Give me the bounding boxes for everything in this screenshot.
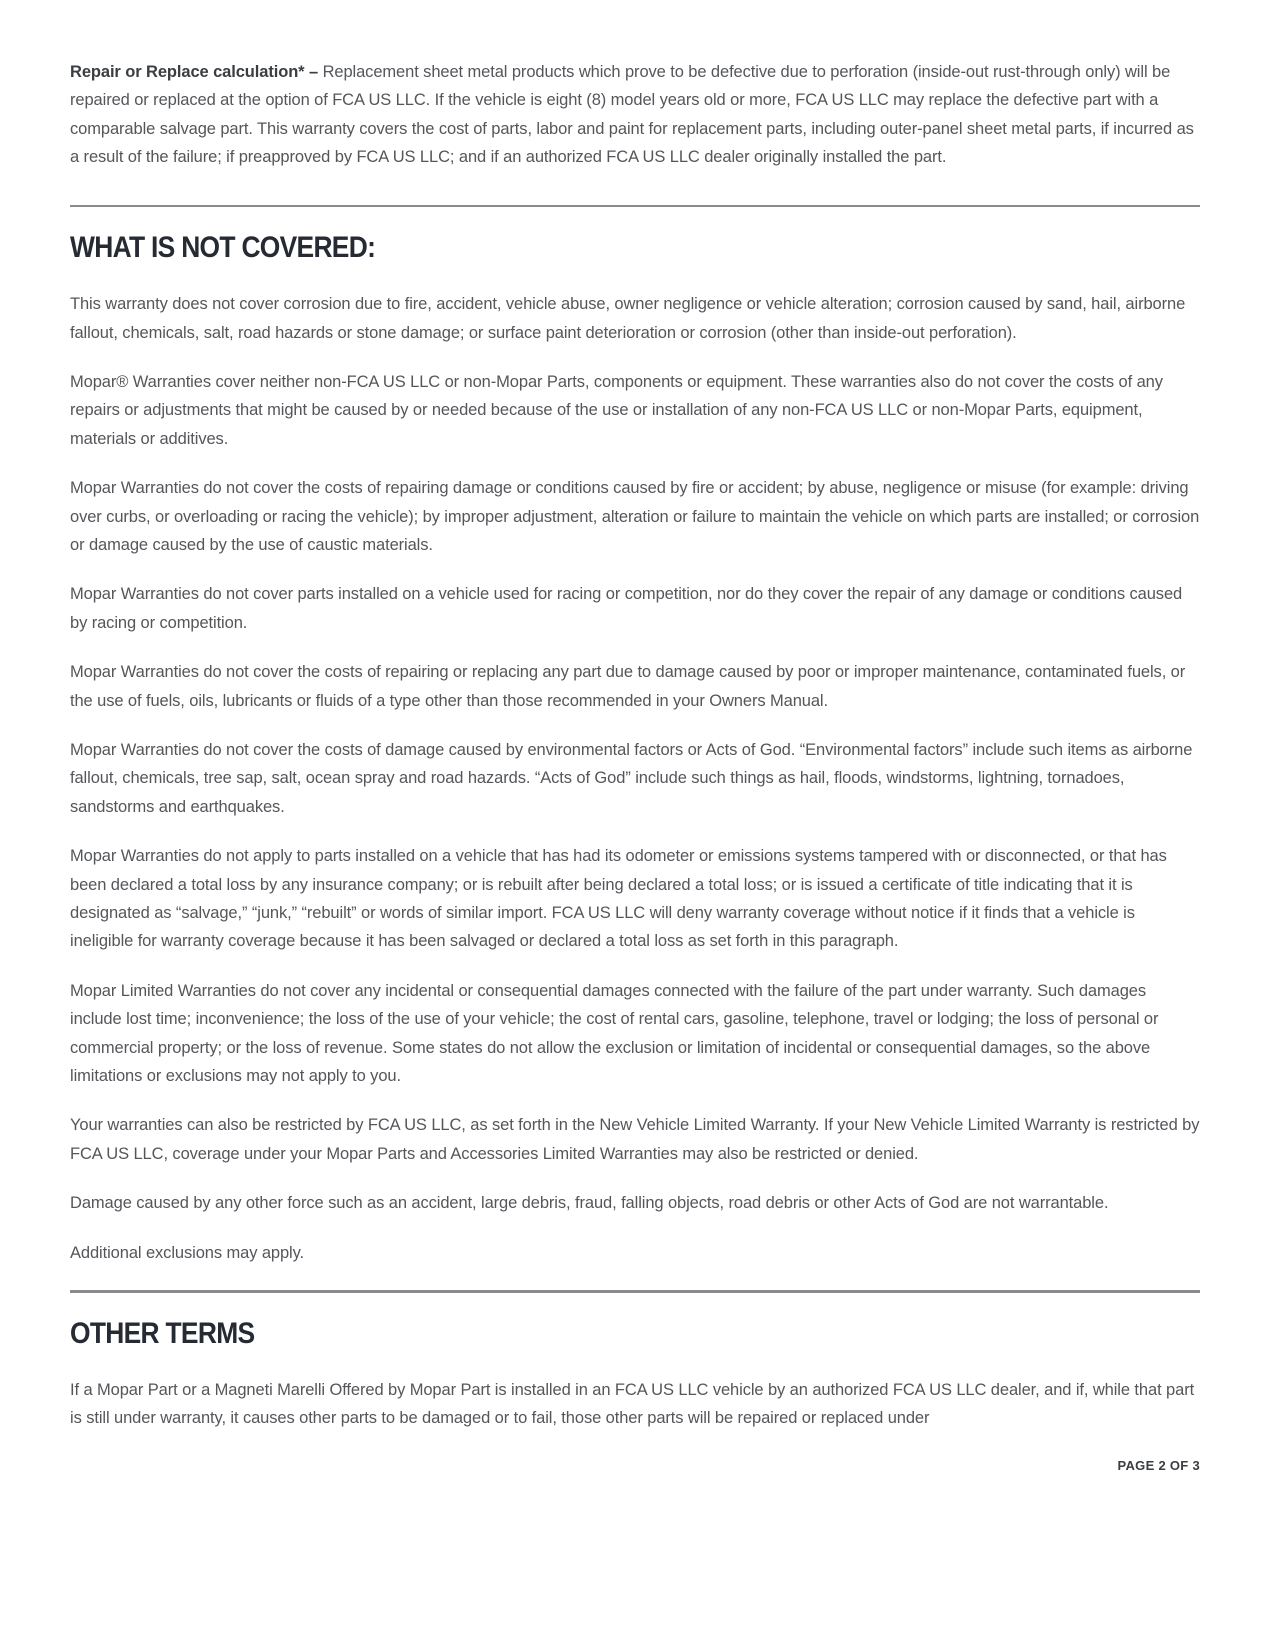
page-number: PAGE 2 OF 3 xyxy=(1117,1458,1200,1474)
paragraph-corrosion-exclusions: This warranty does not cover corrosion due to fire, accident, vehicle abuse, owner negligence or vehicle alteration; corrosion caused by sand, hail, airborne fallout, chemicals, salt, road hazards or stone damage; or surface paint deterioration or corrosion (other than inside-out perforation). xyxy=(70,295,1186,342)
heading-what-is-not-covered: WHAT IS NOT COVERED: xyxy=(70,231,376,265)
paragraph-non-mopar-parts: Mopar® Warranties cover neither non-FCA US LLC or non-Mopar Parts, components or equipment. These warranties also do not cover the costs of any repairs or adjustments that might be caused by or needed because of the use or installation of any non-FCA US LLC or non-Mopar Parts, equipment, materials or additives. xyxy=(70,372,1163,448)
paragraph-odometer-total-loss: Mopar Warranties do not apply to parts installed on a vehicle that has had its odometer or emissions systems tampered with or disconnected, or that has been declared a total loss by any insurance company; or is rebuilt after being declared a total loss; or is issued a certificate of title indicating that it is designated as “salvage,” “junk,” “rebuilt” or words of similar import. FCA US LLC will deny warranty coverage without notice if it finds that a vehicle is ineligible for warranty coverage because it has been salvaged or declared a total loss as set forth in this paragraph. xyxy=(70,847,1167,951)
section-divider-2 xyxy=(70,1290,1200,1293)
paragraph-other-forces: Damage caused by any other force such as an accident, large debris, fraud, falling objects, road debris or other Acts of God are not warrantable. xyxy=(70,1194,1109,1213)
paragraph-other-terms-intro: If a Mopar Part or a Magneti Marelli Offered by Mopar Part is installed in an FCA US LLC vehicle by an authorized FCA US LLC dealer, and if, while that part is still under warranty, it causes other parts to be damaged or to fail, those other parts will be repaired or replaced under xyxy=(70,1380,1195,1427)
paragraph-additional-exclusions: Additional exclusions may apply. xyxy=(70,1243,305,1262)
intro-body-text: Replacement sheet metal products which prove to be defective due to perforation (inside-out rust-through only) will be repaired or replaced at the option of FCA US LLC. If the vehicle is eight (8) model years old or more, FCA US LLC may replace the defective part with a comparable salvage part. This warranty covers the cost of parts, labor and paint for replacement parts, including outer-panel sheet metal parts, if incurred as a result of the failure; if preapproved by FCA US LLC; and if an authorized FCA US LLC dealer originally installed the part. xyxy=(70,63,1194,167)
paragraph-incidental-damages: Mopar Limited Warranties do not cover any incidental or consequential damages connected with the failure of the part under warranty. Such damages include lost time; inconvenience; the loss of the use of your vehicle; the cost of rental cars, gasoline, telephone, travel or lodging; the loss of personal or commercial property; or the loss of revenue. Some states do not allow the exclusion or limitation of incidental or consequential damages, so the above limitations or exclusions may not apply to you. xyxy=(70,981,1159,1086)
section-divider-1 xyxy=(70,205,1200,208)
paragraph-fire-accident-abuse: Mopar Warranties do not cover the costs of repairing damage or conditions caused by fire or accident; by abuse, negligence or misuse (for example: driving over curbs, or overloading or racing the vehicle); by improper adjustment, alteration or failure to maintain the vehicle on which parts are installed; or corrosion or damage caused by the use of caustic materials. xyxy=(70,479,1200,554)
intro-paragraph xyxy=(70,58,1200,172)
paragraph-restricted-warranties: Your warranties can also be restricted by FCA US LLC, as set forth in the New Vehicle Limited Warranty. If your New Vehicle Limited Warranty is restricted by FCA US LLC, coverage under your Mopar Parts and Accessories Limited Warranties may also be restricted or denied. xyxy=(70,1116,1200,1163)
paragraph-improper-maintenance: Mopar Warranties do not cover the costs of repairing or replacing any part due to damage caused by poor or improper maintenance, contaminated fuels, or the use of fuels, oils, lubricants or fluids of a type other than those recommended in your Owners Manual. xyxy=(70,663,1186,710)
intro-lead-bold: Repair or Replace calculation* – xyxy=(70,63,323,81)
paragraph-racing-competition: Mopar Warranties do not cover parts installed on a vehicle used for racing or competition, nor do they cover the repair of any damage or conditions caused by racing or competition. xyxy=(70,585,1183,632)
heading-other-terms: OTHER TERMS xyxy=(70,1316,255,1350)
paragraph-environmental-factors: Mopar Warranties do not cover the costs of damage caused by environmental factors or Acts of God. “Environmental factors” include such items as airborne fallout, chemicals, tree sap, salt, ocean spray and road hazards. “Acts of God” include such things as hail, floods, windstorms, lightning, tornadoes, sandstorms and earthquakes. xyxy=(70,741,1193,816)
